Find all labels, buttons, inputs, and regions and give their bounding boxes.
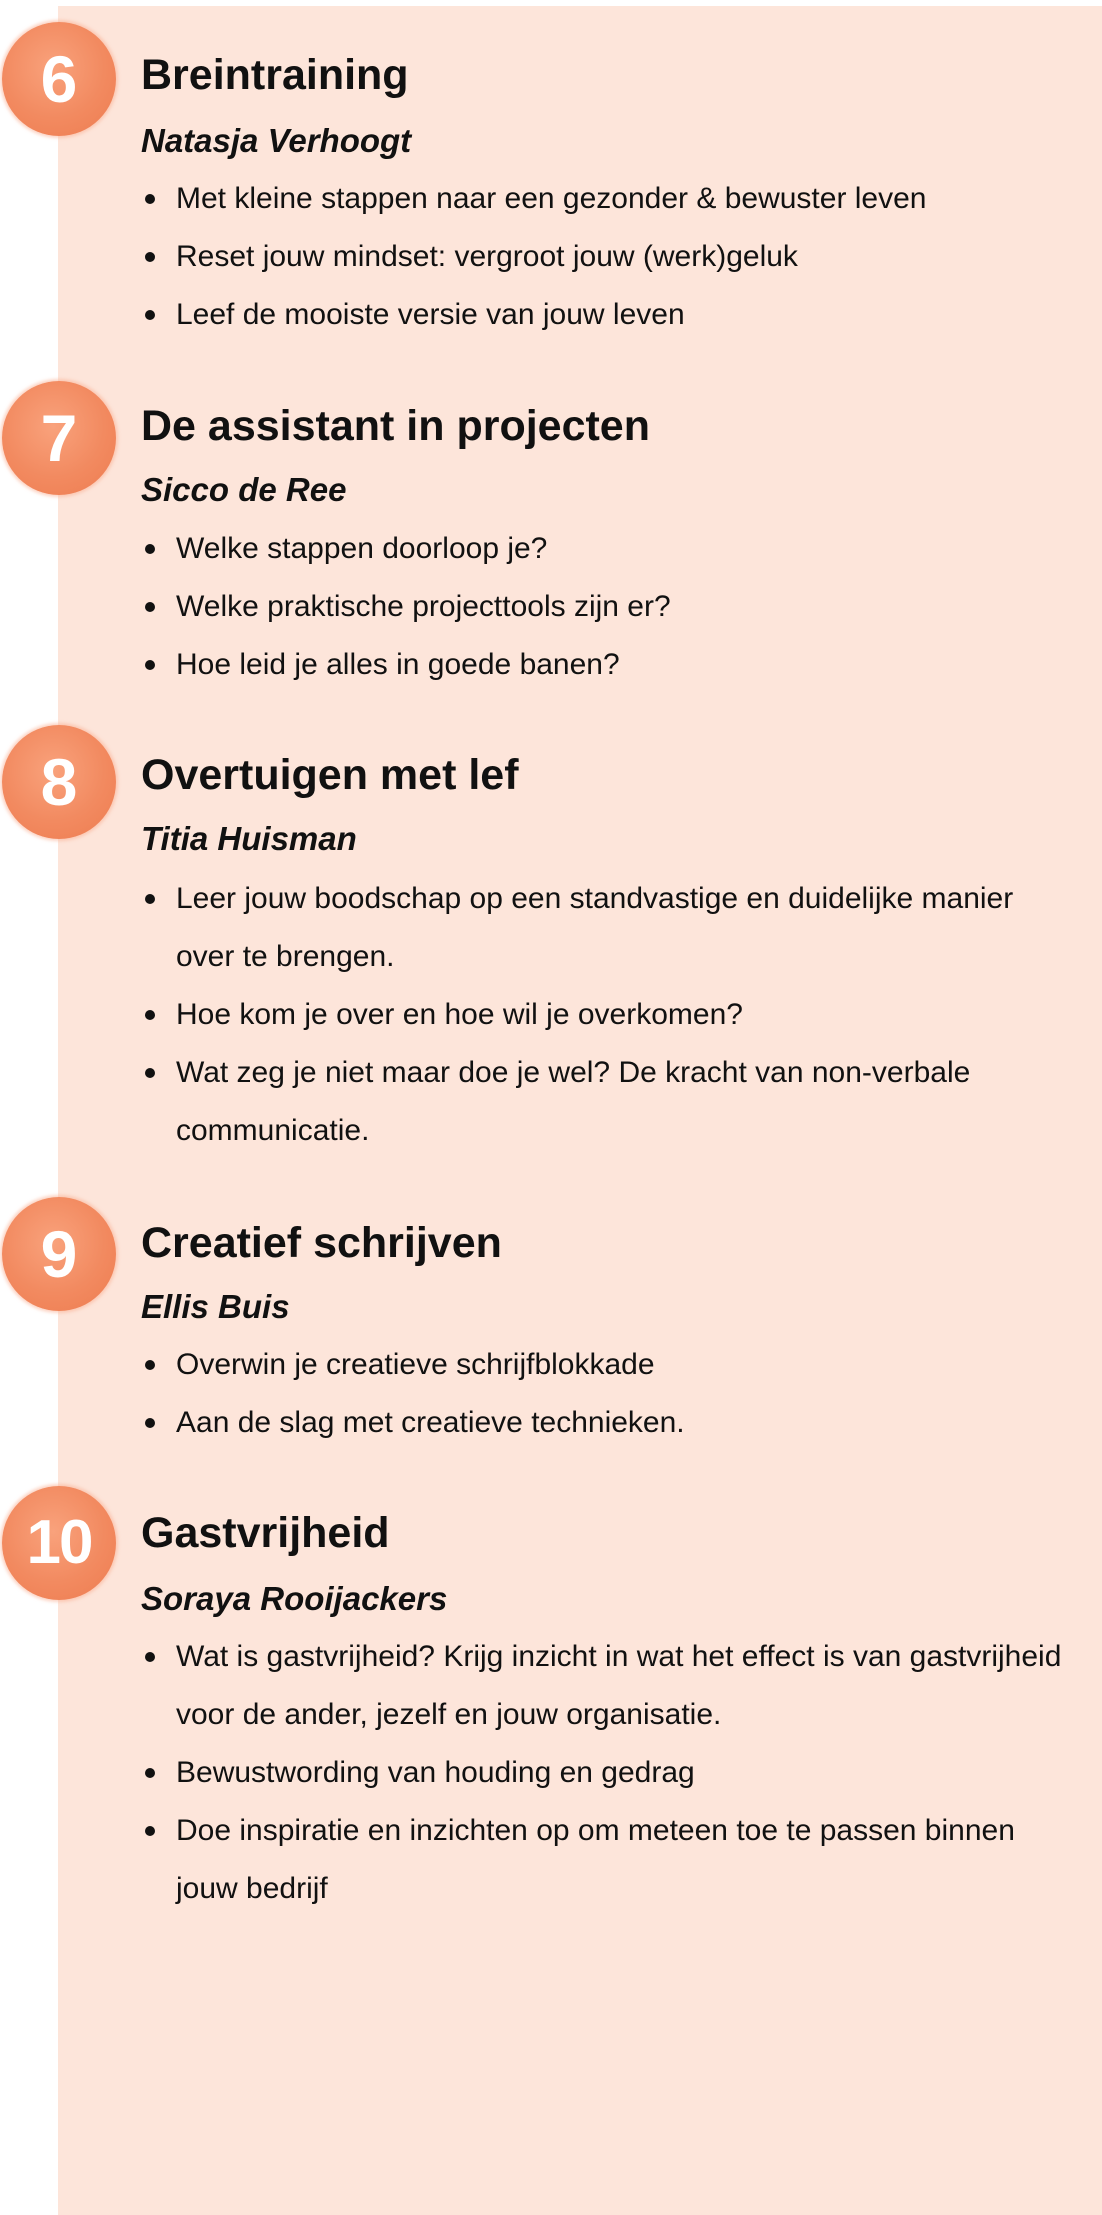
- session-number: 9: [40, 1217, 78, 1291]
- bullet-text: Aan de slag met creatieve technieken.: [176, 1406, 685, 1439]
- session-number-badge: [2, 1486, 116, 1600]
- bullet-dot: [145, 544, 155, 554]
- bullet-dot: [145, 1360, 155, 1370]
- session-number: 10: [26, 1508, 92, 1577]
- bullet-dot: [145, 1826, 155, 1836]
- session-bullet-list: [141, 520, 1071, 694]
- bullet-dot: [145, 1068, 155, 1078]
- bullet-text: Leef de mooiste versie van jouw leven: [176, 298, 685, 331]
- bullet-dot: [145, 310, 155, 320]
- bullet-text: Met kleine stappen naar een gezonder & bewuster leven: [176, 182, 927, 215]
- session-number-badge: [2, 725, 116, 839]
- list-item: [141, 1628, 1071, 1744]
- bullet-text: Doe inspiratie en inzichten op om meteen toe te passen binnen jouw bedrijf: [176, 1814, 1015, 1905]
- list-item: [141, 1336, 1071, 1394]
- session-speaker: Sicco de Ree: [141, 471, 347, 508]
- session-bullet-list: [141, 170, 1071, 344]
- bullet-dot: [145, 894, 155, 904]
- session-speaker: Soraya Rooijackers: [141, 1580, 448, 1617]
- bullet-text: Leer jouw boodschap op een standvastige en duidelijke manier over te brengen.: [176, 882, 1014, 973]
- bullet-text: Wat zeg je niet maar doe je wel? De kracht van non-verbale communicatie.: [176, 1056, 971, 1147]
- list-item: [141, 1044, 1071, 1160]
- session-number-badge: [2, 1197, 116, 1311]
- list-item: [141, 578, 1071, 636]
- bullet-text: Hoe kom je over en hoe wil je overkomen?: [176, 998, 743, 1031]
- session-number-badge: [2, 22, 116, 136]
- session-speaker: Natasja Verhoogt: [141, 122, 412, 159]
- bullet-text: Hoe leid je alles in goede banen?: [176, 648, 620, 681]
- list-item: [141, 286, 1071, 344]
- session-title: De assistant in projecten: [141, 402, 650, 450]
- session-bullet-list: [141, 1336, 1071, 1452]
- bullet-dot: [145, 602, 155, 612]
- session-speaker: Titia Huisman: [141, 820, 357, 857]
- bullet-text: Reset jouw mindset: vergroot jouw (werk)geluk: [176, 240, 798, 273]
- session-title: Breintraining: [141, 51, 409, 99]
- session-number: 6: [40, 42, 78, 116]
- list-item: [141, 636, 1071, 694]
- bullet-dot: [145, 1010, 155, 1020]
- bullet-text: Welke stappen doorloop je?: [176, 532, 548, 565]
- bullet-dot: [145, 1768, 155, 1778]
- bullet-dot: [145, 1418, 155, 1428]
- list-item: [141, 170, 1071, 228]
- session-title: Overtuigen met lef: [141, 751, 519, 799]
- list-item: [141, 986, 1071, 1044]
- list-item: [141, 870, 1071, 986]
- session-bullet-list: [141, 870, 1071, 1160]
- bullet-dot: [145, 660, 155, 670]
- bullet-text: Bewustwording van houding en gedrag: [176, 1756, 695, 1789]
- bullet-text: Wat is gastvrijheid? Krijg inzicht in wat het effect is van gastvrijheid voor de ander, jezelf en jouw organisatie.: [176, 1640, 1062, 1731]
- bullet-dot: [145, 194, 155, 204]
- bullet-dot: [145, 1652, 155, 1662]
- list-item: [141, 1802, 1071, 1918]
- session-number-badge: [2, 381, 116, 495]
- session-number: 7: [40, 401, 78, 475]
- list-item: [141, 520, 1071, 578]
- session-number: 8: [40, 745, 78, 819]
- session-title: Creatief schrijven: [141, 1219, 502, 1267]
- session-speaker: Ellis Buis: [141, 1288, 290, 1325]
- list-item: [141, 228, 1071, 286]
- session-bullet-list: [141, 1628, 1071, 1918]
- list-item: [141, 1744, 1071, 1802]
- list-item: [141, 1394, 1071, 1452]
- bullet-text: Welke praktische projecttools zijn er?: [176, 590, 671, 623]
- bullet-dot: [145, 252, 155, 262]
- session-title: Gastvrijheid: [141, 1509, 390, 1557]
- bullet-text: Overwin je creatieve schrijfblokkade: [176, 1348, 655, 1381]
